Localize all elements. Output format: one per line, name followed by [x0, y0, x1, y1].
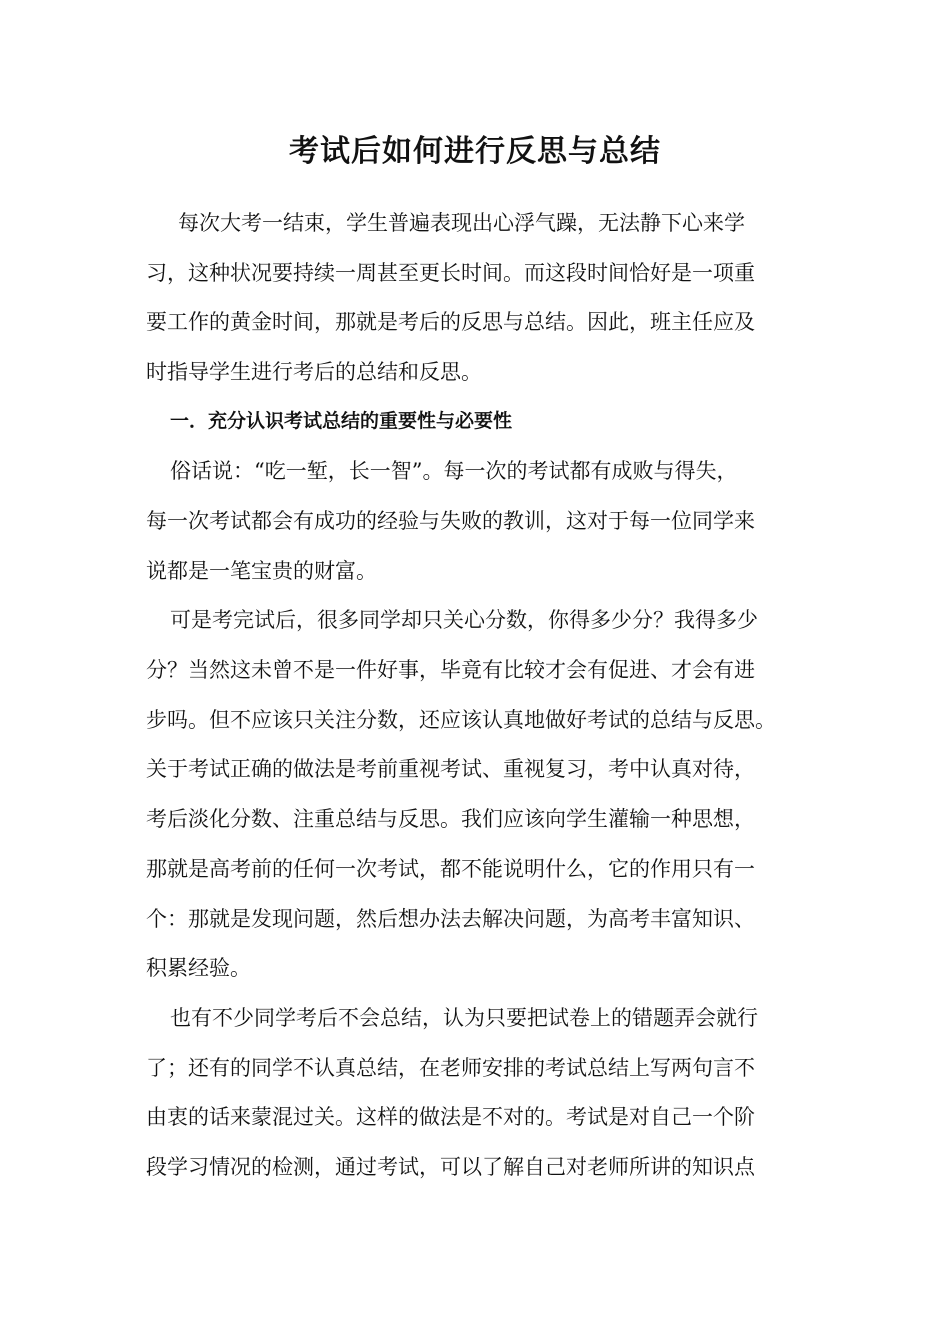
paragraph-line: 俗话说：“吃一堑，长一智”。每一次的考试都有成败与得失， — [170, 459, 738, 483]
paragraph-line: 考后淡化分数、注重总结与反思。我们应该向学生灌输一种思想， — [146, 807, 755, 831]
paragraph-line: 可是考完试后，很多同学却只关心分数，你得多少分？我得多少 — [170, 608, 758, 632]
paragraph-line: 段学习情况的检测，通过考试，可以了解自己对老师所讲的知识点 — [146, 1155, 755, 1179]
paragraph-line: 那就是高考前的任何一次考试，都不能说明什么，它的作用只有一 — [146, 857, 755, 881]
paragraph-line: 也有不少同学考后不会总结，认为只要把试卷上的错题弄会就行 — [170, 1006, 758, 1030]
paragraph-line: 了；还有的同学不认真总结，在老师安排的考试总结上写两句言不 — [146, 1056, 755, 1080]
paragraph-line: 由衷的话来蒙混过关。这样的做法是不对的。考试是对自己一个阶 — [146, 1105, 755, 1129]
paragraph-line: 时指导学生进行考后的总结和反思。 — [146, 360, 482, 384]
paragraph-line: 个：那就是发现问题，然后想办法去解决问题，为高考丰富知识、 — [146, 907, 755, 931]
section-heading: 一．充分认识考试总结的重要性与必要性 — [170, 410, 513, 432]
paragraph-line: 习，这种状况要持续一周甚至更长时间。而这段时间恰好是一项重 — [146, 261, 755, 285]
paragraph-line: 说都是一笔宝贵的财富。 — [146, 559, 377, 583]
paragraph-line: 每次大考一结束，学生普遍表现出心浮气躁，无法静下心来学 — [178, 211, 745, 235]
paragraph-line: 步吗。但不应该只关注分数，还应该认真地做好考试的总结与反思。 — [146, 708, 776, 732]
paragraph-line: 关于考试正确的做法是考前重视考试、重视复习，考中认真对待， — [146, 757, 755, 781]
paragraph-line: 每一次考试都会有成功的经验与失败的教训，这对于每一位同学来 — [146, 509, 755, 533]
paragraph-line: 积累经验。 — [146, 956, 251, 980]
paragraph-line: 要工作的黄金时间，那就是考后的反思与总结。因此，班主任应及 — [146, 310, 755, 334]
document-title: 考试后如何进行反思与总结 — [289, 134, 661, 169]
paragraph-line: 分？当然这未曾不是一件好事，毕竟有比较才会有促进、才会有进 — [146, 658, 755, 682]
